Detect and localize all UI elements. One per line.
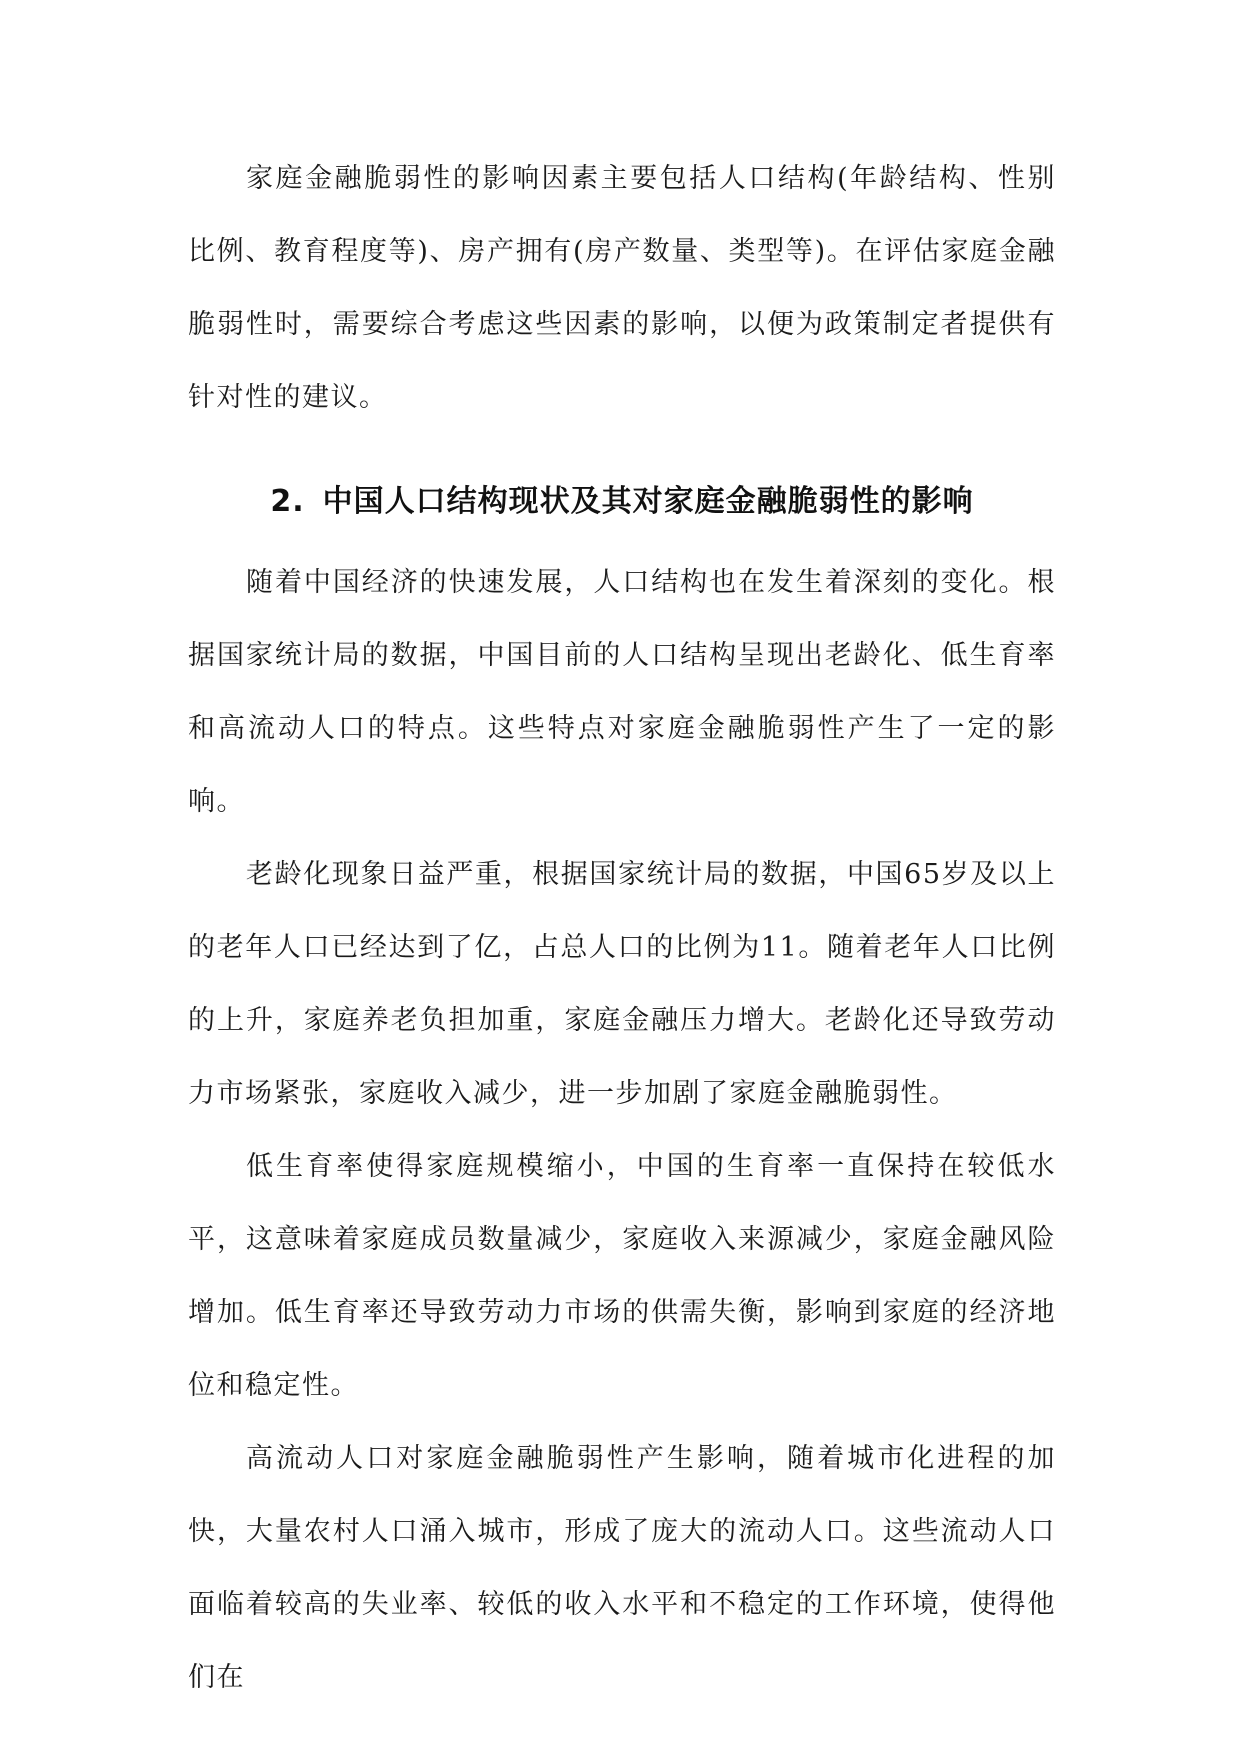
section-title-text: 中国人口结构现状及其对家庭金融脆弱性的影响: [322, 484, 974, 519]
section-heading: [188, 458, 1056, 546]
paragraph-population-structure: 随着中国经济的快速发展，人口结构也在发生着深刻的变化。根据国家统计局的数据，中国目前的人口结构呈现出老龄化、低生育率和高流动人口的特点。这些特点对家庭金融脆弱性产生了一定的影响。: [188, 567, 1056, 817]
paragraph-aging: 老龄化现象日益严重，根据国家统计局的数据，中国65岁及以上的老年人口已经达到了亿，占总人口的比例为11。随着老年人口比例的上升，家庭养老负担加重，家庭金融压力增大。老龄化还导致劳动力市场紧张，家庭收入减少，进一步加剧了家庭金融脆弱性。: [188, 859, 1056, 1109]
document-body: [188, 142, 1056, 1714]
paragraph-floating-population: 高流动人口对家庭金融脆弱性产生影响，随着城市化进程的加快，大量农村人口涌入城市，形成了庞大的流动人口。这些流动人口面临着较高的失业率、较低的收入水平和不稳定的工作环境，使得他们在: [188, 1443, 1056, 1693]
paragraph-low-fertility: 低生育率使得家庭规模缩小，中国的生育率一直保持在较低水平，这意味着家庭成员数量减少，家庭收入来源减少，家庭金融风险增加。低生育率还导致劳动力市场的供需失衡，影响到家庭的经济地位和稳定性。: [188, 1151, 1056, 1401]
paragraph-influence-factors: 家庭金融脆弱性的影响因素主要包括人口结构(年龄结构、性别比例、教育程度等)、房产拥有(房产数量、类型等)。在评估家庭金融脆弱性时，需要综合考虑这些因素的影响，以便为政策制定者提供有针对性的建议。: [188, 163, 1056, 413]
section-number: 2.: [270, 484, 305, 519]
